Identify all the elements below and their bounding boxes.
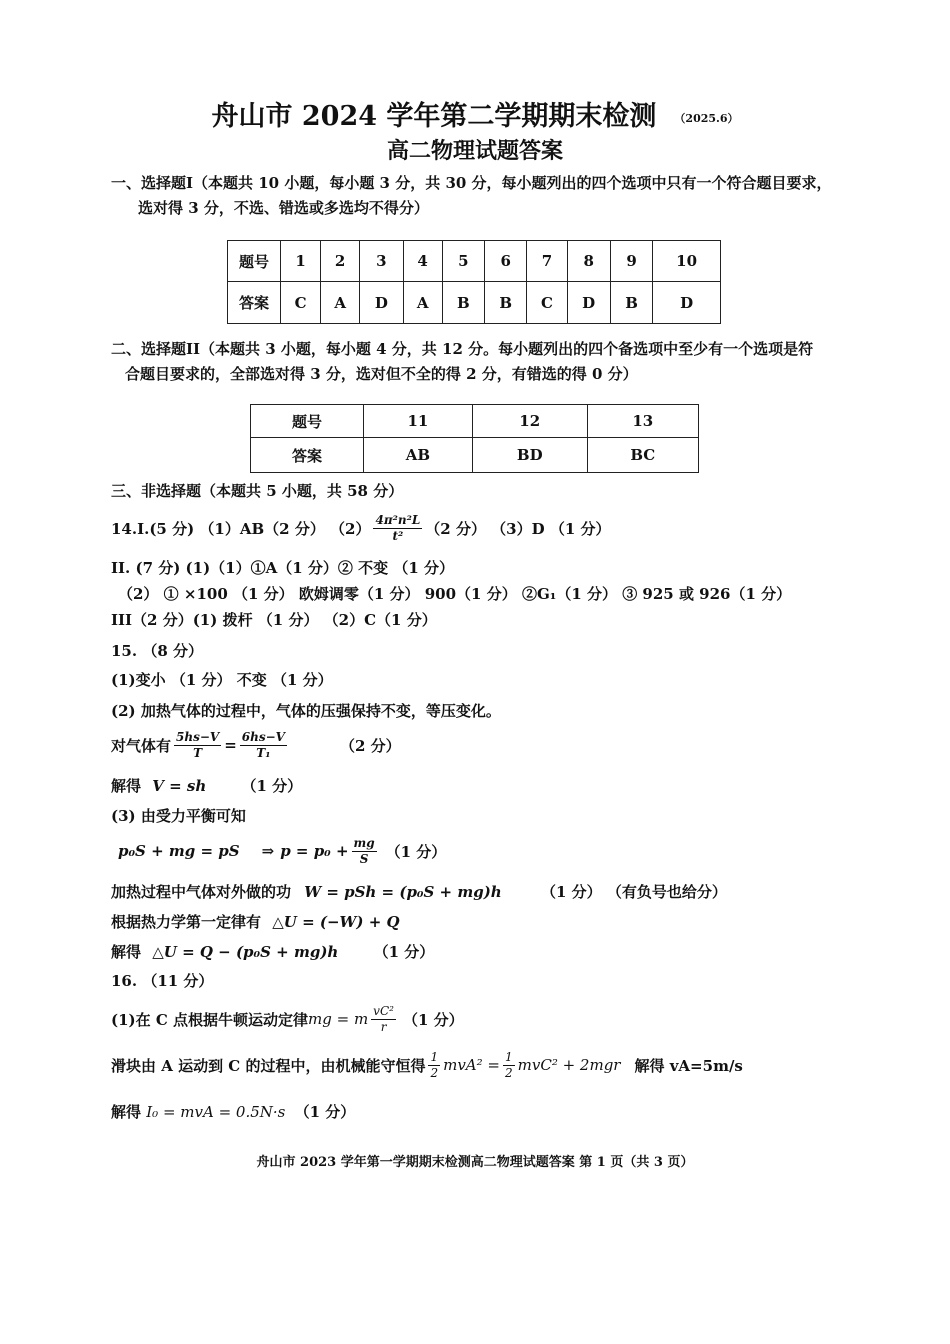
q14-formula-fraction	[373, 513, 422, 544]
question-number: 2	[321, 241, 360, 282]
q16-line2	[111, 1046, 743, 1084]
q15-line9	[111, 941, 434, 962]
q15-line7	[111, 881, 727, 902]
q14-line2: II. (7 分) (1)（1）①A（1 分）② 不变 （1 分）	[111, 559, 455, 577]
q16-line2-result: 解得 vA=5m/s	[634, 1056, 743, 1075]
q16-line1-score: （1 分）	[402, 1010, 464, 1029]
q16-half-fraction	[428, 1050, 440, 1081]
q16-line3-equation: I₀ = mvA = 0.5N·s	[146, 1103, 286, 1121]
q15-line3-score: （2 分）	[340, 736, 401, 755]
q16-frac-vc2-over-r	[371, 1004, 396, 1035]
q14-frac-denominator: t²	[392, 528, 404, 543]
answer-cell: B	[442, 282, 484, 324]
q16-frac1-denominator: r	[380, 1019, 387, 1034]
q15-frac-right	[240, 730, 287, 761]
q15-frac1-denominator: T	[193, 745, 203, 760]
section1-heading-line2: 选对得 3 分，不选、错选或多选均不得分）	[138, 199, 429, 217]
q15-frac3-denominator: S	[359, 851, 369, 866]
q16-line2-eq1: mvA² =	[443, 1056, 500, 1074]
question-number: 12	[472, 405, 587, 438]
section3-heading: 三、非选择题（本题共 5 小题，共 58 分）	[111, 482, 404, 500]
q16-line3-prefix: 解得	[111, 1103, 142, 1121]
q14-line1	[111, 510, 611, 546]
page-footer: 舟山市 2023 学年第一学期期末检测高二物理试题答案 第 1 页（共 3 页）	[256, 1155, 694, 1170]
question-number: 8	[567, 241, 610, 282]
q15-frac-mg-over-s	[352, 836, 377, 867]
q15-line6-eq1: p₀S + mg = pS	[118, 842, 240, 860]
q14-line4: III（2 分）(1) 拨杆 （1 分） （2）C（1 分）	[111, 611, 437, 629]
q14-frac-numerator: 4π²n²L	[375, 512, 421, 527]
q15-line9-equation: △U = Q − (p₀S + mg)h	[152, 943, 339, 961]
q16-line3-score: （1 分）	[294, 1103, 356, 1121]
q14-part1-score: （2 分） （3）D （1 分）	[425, 519, 611, 538]
table-row-numbers	[251, 405, 699, 438]
section2-answer-table	[250, 404, 699, 473]
q16-line3	[111, 1101, 355, 1122]
exam-date: （2025.6）	[674, 111, 739, 125]
q15-frac1-numerator: 5hs−V	[176, 729, 220, 744]
answer-cell: C	[281, 282, 321, 324]
answer-cell: D	[567, 282, 610, 324]
page-subtitle: 高二物理试题答案	[386, 138, 563, 164]
question-number: 10	[653, 241, 721, 282]
question-number: 1	[281, 241, 321, 282]
q16-half-numerator: 1	[430, 1049, 439, 1064]
q15-line6	[118, 834, 446, 868]
answer-cell: D	[653, 282, 721, 324]
answer-cell: B	[485, 282, 527, 324]
question-number: 13	[587, 405, 698, 438]
q15-line3-prefix: 对气体有	[111, 736, 172, 755]
answer-cell: A	[321, 282, 360, 324]
section2-heading-line1: 二、选择题II（本题共 3 小题，每小题 4 分，共 12 分。每小题列出的四个备选项中至少有一个选项是符	[111, 340, 814, 358]
q15-line6-eq2: p = p₀ +	[280, 842, 349, 860]
q16-frac1-numerator: vC²	[373, 1003, 394, 1018]
table-row-answers	[251, 438, 699, 473]
q15-line5: (3) 由受力平衡可知	[111, 807, 246, 825]
answer-cell: D	[360, 282, 403, 324]
row-label-answer: 答案	[251, 438, 364, 473]
page-title	[0, 94, 950, 133]
q16-line1-equation: mg = m	[308, 1010, 369, 1028]
q15-line9-prefix: 解得	[111, 943, 142, 961]
q15-frac2-numerator: 6hs−V	[241, 729, 285, 744]
q15-line1: (1)变小 （1 分） 不变 （1 分）	[111, 671, 333, 689]
question-number: 11	[364, 405, 473, 438]
q15-line4-score: （1 分）	[241, 777, 303, 795]
answer-cell: C	[527, 282, 567, 324]
row-label-number: 题号	[251, 405, 364, 438]
answer-cell: A	[403, 282, 442, 324]
q16-line2-eq2: mvC² + 2mgr	[517, 1056, 621, 1074]
answer-cell: BC	[587, 438, 698, 473]
q16-heading: 16. （11 分）	[111, 972, 214, 990]
q16-line2-prefix: 滑块由 A 运动到 C 的过程中，由机械能守恒得	[111, 1056, 426, 1075]
q16-half-denominator: 2	[430, 1065, 439, 1080]
q15-line6-arrow: ⇒	[261, 842, 275, 860]
q16-line1-prefix: (1)在 C 点根据牛顿运动定律	[111, 1010, 309, 1029]
q15-heading: 15. （8 分）	[111, 642, 203, 660]
q15-frac-left	[174, 730, 221, 761]
q15-line9-score: （1 分）	[373, 943, 435, 961]
q15-line7-equation: W = pSh = (p₀S + mg)h	[304, 883, 502, 901]
section2-heading-line2: 合题目要求的，全部选对得 3 分，选对但不全的得 2 分，有错选的得 0 分）	[125, 365, 638, 383]
q16-half-denominator: 2	[505, 1065, 513, 1080]
q15-frac3-numerator: mg	[353, 835, 375, 850]
q14-line3: （2） ① ×100 （1 分） 欧姆调零（1 分） 900（1 分） ②G₁（1 分） ③ 925 或 926（1 分）	[118, 585, 792, 603]
row-label-answer: 答案	[228, 282, 281, 324]
q15-line2: (2) 加热气体的过程中，气体的压强保持不变，等压变化。	[111, 702, 501, 720]
q15-line6-score: （1 分）	[385, 842, 447, 861]
question-number: 7	[527, 241, 567, 282]
q15-line4-equation: V = sh	[152, 777, 207, 795]
q16-half-numerator: 1	[505, 1049, 513, 1064]
answer-cell: AB	[364, 438, 473, 473]
q15-line7-prefix: 加热过程中气体对外做的功	[111, 883, 292, 901]
row-label-number: 题号	[228, 241, 281, 282]
q15-line8-prefix: 根据热力学第一定律有	[111, 913, 262, 931]
question-number: 9	[610, 241, 652, 282]
q16-half-fraction	[503, 1050, 515, 1081]
q15-line3: 对气体有 $\frac{5hs-V}{T}$ = $\frac{6hs-V}{\text{T₁}}$ （2 分）	[111, 729, 401, 760]
q15-line8	[111, 911, 400, 932]
question-number: 5	[442, 241, 484, 282]
q15-frac2-denominator: T₁	[256, 745, 271, 760]
q15-line8-equation: △U = (−W) + Q	[272, 913, 400, 931]
q15-line4-prefix: 解得	[111, 777, 142, 795]
section1-answer-table	[227, 240, 721, 324]
question-number: 4	[403, 241, 442, 282]
q14-part1-text: 14.I.(5 分) （1）AB（2 分） （2）	[111, 519, 371, 538]
question-number: 3	[360, 241, 403, 282]
table-row-answers	[228, 282, 721, 324]
answer-cell: B	[610, 282, 652, 324]
question-number: 6	[485, 241, 527, 282]
q15-line4	[111, 775, 302, 796]
section1-heading-line1: 一、选择题I（本题共 10 小题，每小题 3 分，共 30 分，每小题列出的四个选项中只有一个符合题目要求，	[111, 174, 832, 192]
title-text: 舟山市 2024 学年第二学期期末检测	[211, 101, 657, 132]
table-row-numbers	[228, 241, 721, 282]
q15-line7-score: （1 分） （有负号也给分）	[540, 883, 727, 901]
answer-cell: BD	[472, 438, 587, 473]
q16-line1	[111, 1000, 464, 1038]
